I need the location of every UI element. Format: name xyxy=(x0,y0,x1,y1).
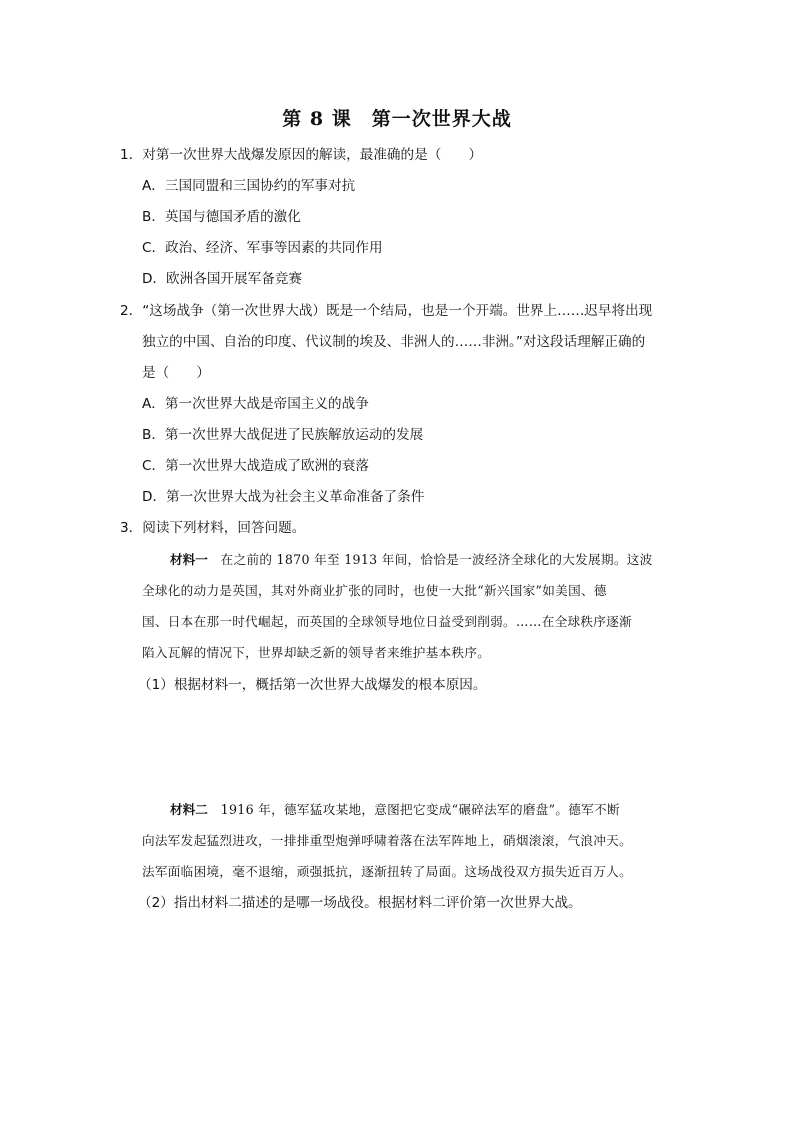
material-1-line-2: 全球化的动力是英国，其对外商业扩张的同时，也使一大批“新兴国家”如美国、德 xyxy=(142,583,607,598)
material-2-line-3: 法军面临困境，毫不退缩，顽强抵抗，逐渐扭转了局面。这场战役双方损失近百万人。 xyxy=(142,864,632,879)
material-2-label: 材料二 xyxy=(170,802,208,817)
question-1-stem: 1．对第一次世界大战爆发原因的解读，最准确的是（ ） xyxy=(120,147,483,163)
question-2-stem-line-1: 2．“这场战争（第一次世界大战）既是一个结局，也是一个开端。世界上……迟早将出现 xyxy=(120,303,653,319)
sub-question-1: （1）根据材料一，概括第一次世界大战爆发的根本原因。 xyxy=(138,677,487,693)
question-2-option-a: A．第一次世界大战是帝国主义的战争 xyxy=(142,396,369,412)
material-1-line-3: 国、日本在那一时代崛起，而英国的全球领导地位日益受到削弱。……在全球秩序逐渐 xyxy=(142,614,632,629)
question-1-option-c: C．政治、经济、军事等因素的共同作用 xyxy=(142,240,383,256)
question-2-stem-line-3: 是（ ） xyxy=(142,365,210,381)
sub-question-2: （2）指出材料二描述的是哪一场战役。根据材料二评价第一次世界大战。 xyxy=(138,895,582,911)
question-2-option-c: C．第一次世界大战造成了欧洲的衰落 xyxy=(142,458,369,474)
material-1-text: 在之前的 1870 年至 1913 年间，恰恰是一波经济全球化的大发展期。这波 xyxy=(207,552,653,567)
page-title: 第 8 课 第一次世界大战 xyxy=(282,108,512,130)
question-1-option-a: A．三国同盟和三国协约的军事对抗 xyxy=(142,178,356,194)
question-3-stem: 3．阅读下列材料，回答问题。 xyxy=(120,520,306,536)
question-2-stem-line-2: 独立的中国、自治的印度、代议制的埃及、非洲人的……非洲。”对这段话理解正确的 xyxy=(142,334,646,350)
question-1-option-d: D．欧洲各国开展军备竞赛 xyxy=(142,271,302,287)
material-1-line-4: 陷入瓦解的情况下，世界却缺乏新的领导者来维护基本秩序。 xyxy=(142,645,491,660)
material-2-line-1 xyxy=(170,800,620,820)
material-1-line-1 xyxy=(170,550,653,570)
question-2-option-d: D．第一次世界大战为社会主义革命准备了条件 xyxy=(142,489,425,505)
question-2-option-b: B．第一次世界大战促进了民族解放运动的发展 xyxy=(142,427,424,443)
question-1-option-b: B．英国与德国矛盾的激化 xyxy=(142,209,301,225)
material-2-line-2: 向法军发起猛烈进攻，一排排重型炮弹呼啸着落在法军阵地上，硝烟滚滚，气浪冲天。 xyxy=(142,833,632,848)
material-2-text: 1916 年，德军猛攻某地，意图把它变成“碾碎法军的磨盘”。德军不断 xyxy=(207,802,620,817)
material-1-label: 材料一 xyxy=(170,552,208,567)
